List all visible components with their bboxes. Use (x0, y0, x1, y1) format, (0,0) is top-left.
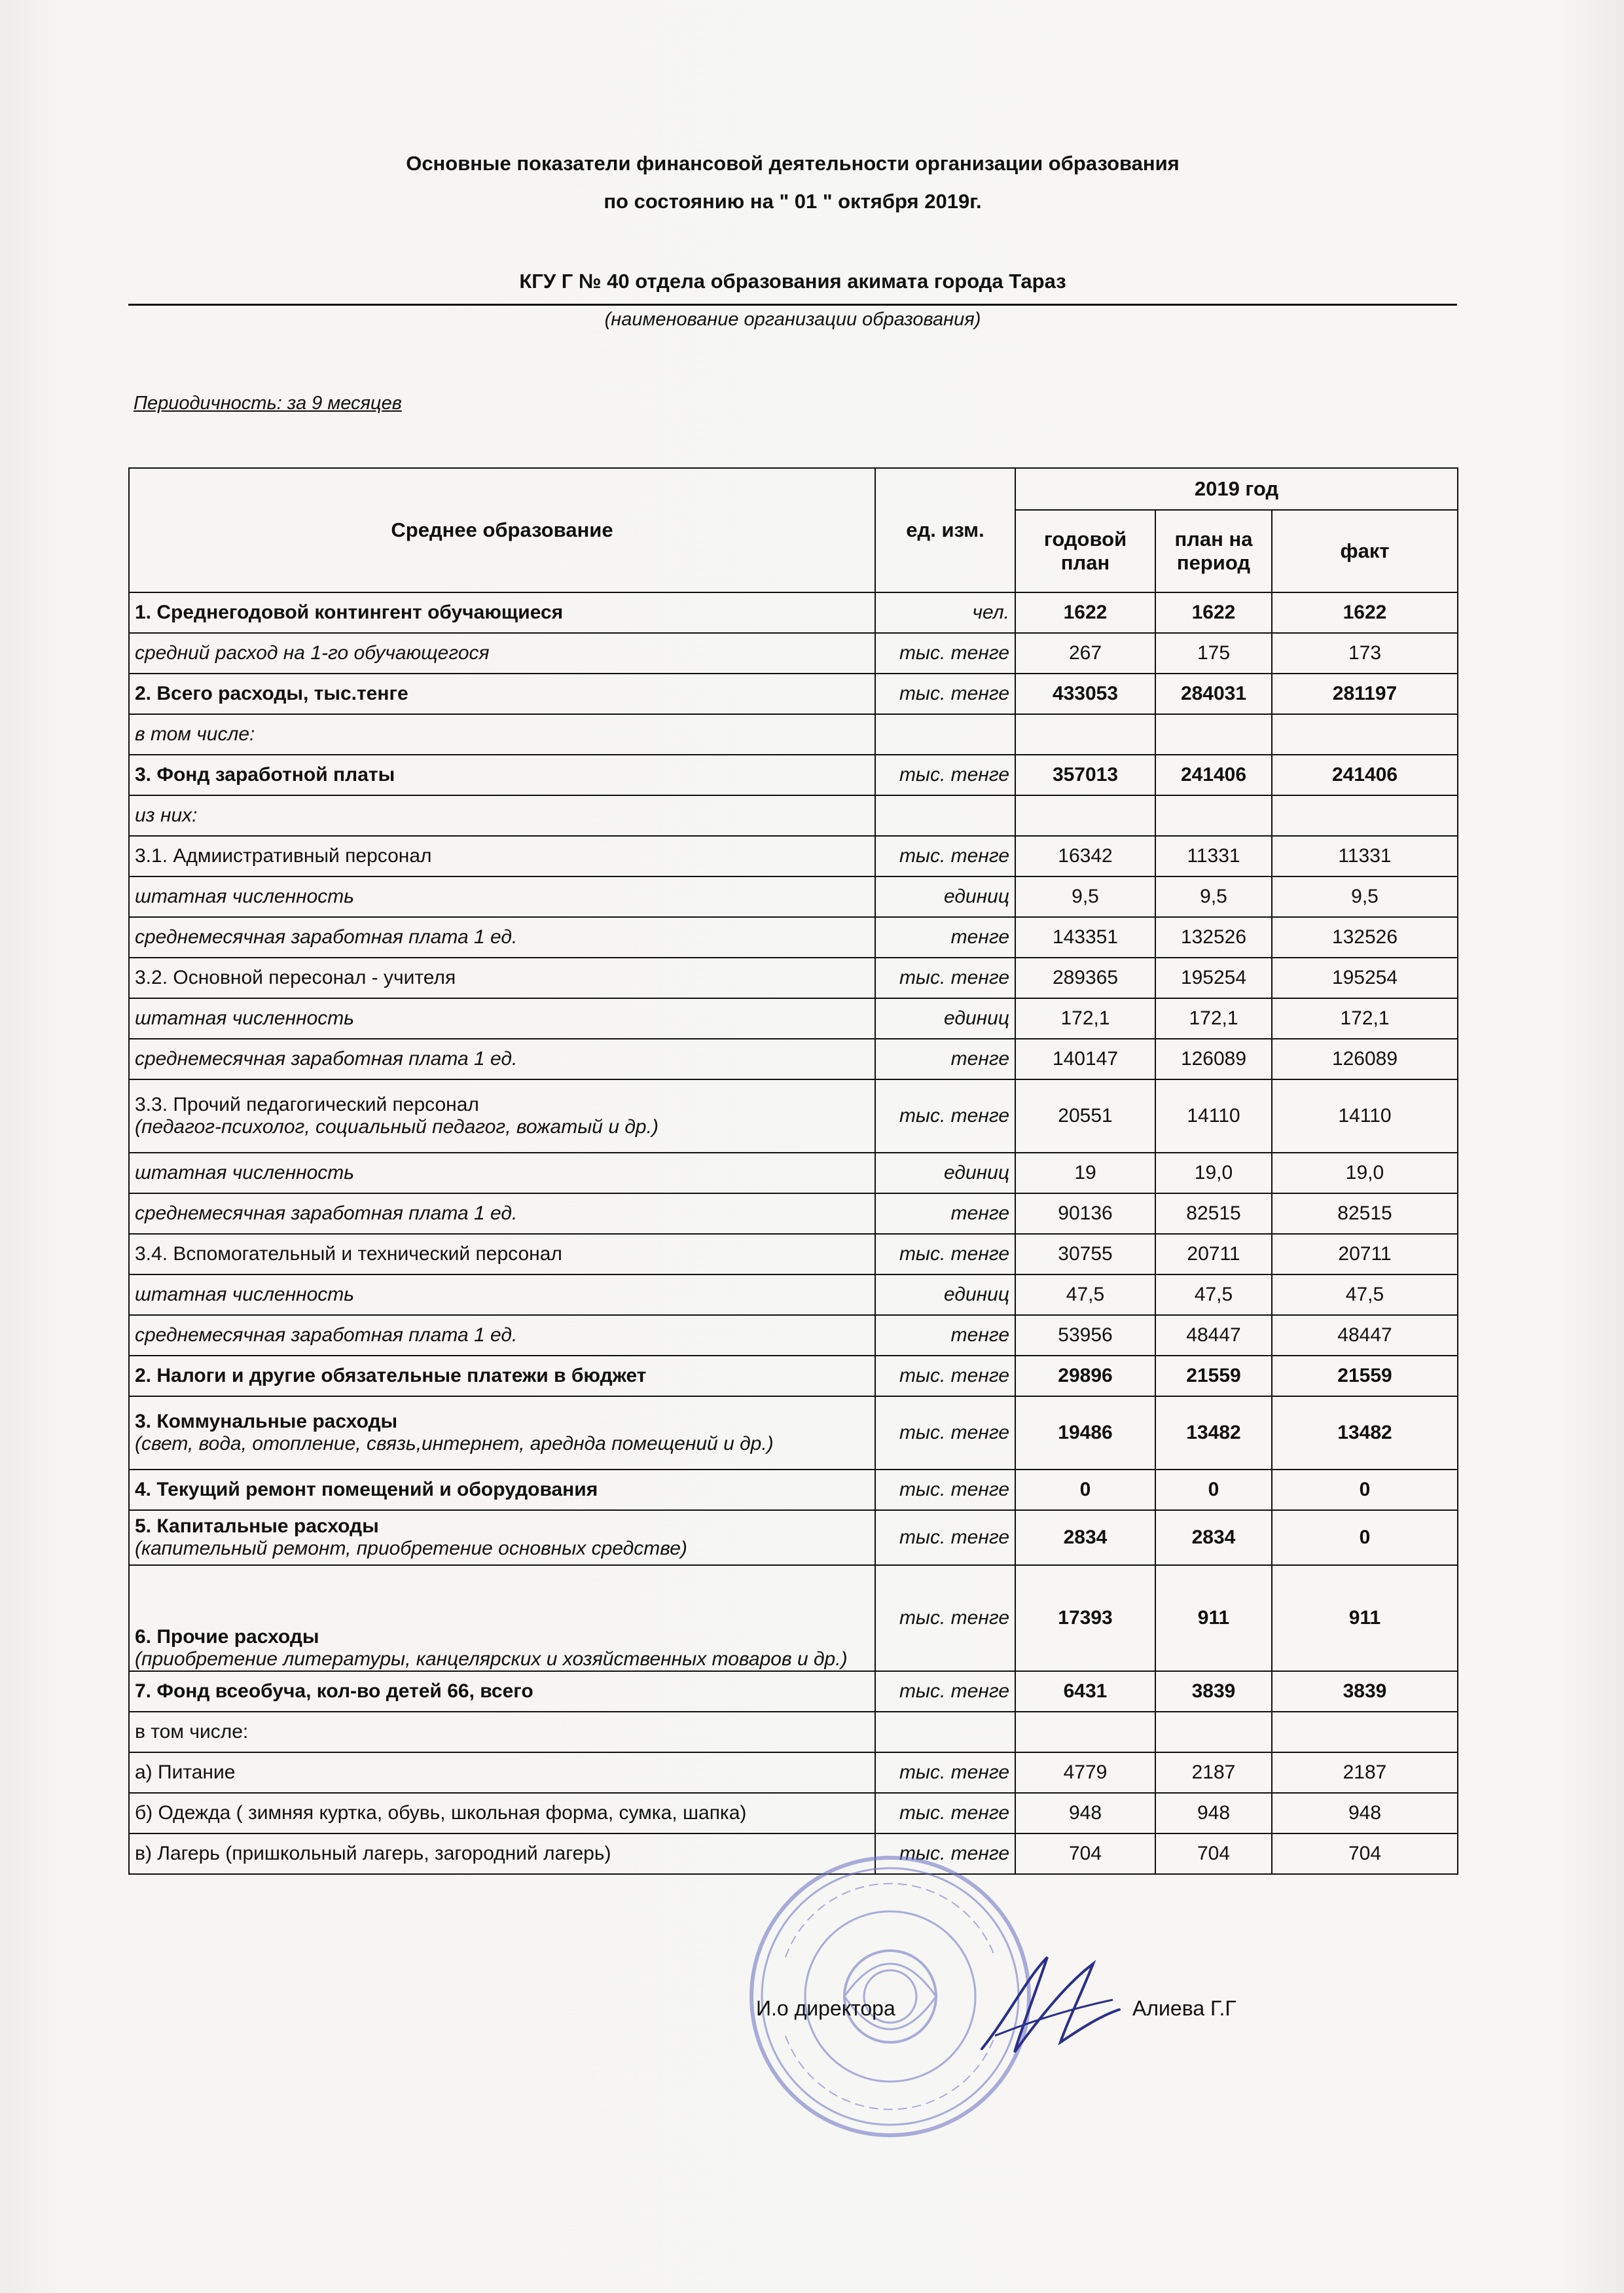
row-annual-plan: 289365 (1015, 958, 1155, 998)
row-period-plan: 21559 (1155, 1356, 1272, 1396)
row-annual-plan: 433053 (1015, 674, 1155, 714)
row-label-text: из них: (135, 804, 198, 826)
table-body (129, 592, 1458, 1874)
row-unit: тенге (875, 917, 1015, 958)
row-annual-plan: 0 (1015, 1470, 1155, 1510)
row-fact: 126089 (1272, 1039, 1458, 1079)
row-label-text: 3. Коммунальные расходы (135, 1411, 398, 1432)
row-label (129, 755, 875, 795)
row-fact: 21559 (1272, 1356, 1458, 1396)
row-period-plan: 19,0 (1155, 1153, 1272, 1193)
row-unit: тенге (875, 1315, 1015, 1356)
row-annual-plan: 4779 (1015, 1752, 1155, 1793)
row-label-text: 3.3. Прочий педагогический персонал (135, 1094, 479, 1115)
row-period-plan: 14110 (1155, 1079, 1272, 1153)
table-row (129, 592, 1458, 633)
row-unit: тыс. тенге (875, 1356, 1015, 1396)
row-annual-plan: 17393 (1015, 1565, 1155, 1671)
table-row (129, 836, 1458, 876)
organization-hint: (наименование организации образования) (604, 309, 981, 330)
row-sublabel: (свет, вода, отопление, связь,интернет, ареднда помещений и др.) (135, 1433, 774, 1454)
organization-underline (128, 304, 1457, 306)
row-fact: 704 (1272, 1833, 1458, 1874)
row-unit: тыс. тенге (875, 1234, 1015, 1274)
row-annual-plan: 6431 (1015, 1671, 1155, 1712)
row-label-text: 3.4. Вспомогательный и технический персонал (135, 1243, 562, 1265)
row-label (129, 958, 875, 998)
row-annual-plan: 53956 (1015, 1315, 1155, 1356)
row-fact: 195254 (1272, 958, 1458, 998)
row-label-text: 3.2. Основной пересонал - учителя (135, 967, 456, 988)
row-unit (875, 1712, 1015, 1752)
row-period-plan: 20711 (1155, 1234, 1272, 1274)
row-fact: 281197 (1272, 674, 1458, 714)
row-annual-plan (1015, 795, 1155, 836)
organization-name: КГУ Г № 40 отдела образования акимата города Тараз (519, 270, 1066, 293)
row-annual-plan: 29896 (1015, 1356, 1155, 1396)
row-unit: тыс. тенге (875, 633, 1015, 674)
row-label-text: штатная численность (135, 1162, 355, 1183)
row-annual-plan: 30755 (1015, 1234, 1155, 1274)
row-annual-plan: 19486 (1015, 1396, 1155, 1470)
header-annual-plan: годовой план (1015, 510, 1155, 592)
row-label-text: 5. Капитальные расходы (135, 1515, 379, 1537)
row-unit: единиц (875, 876, 1015, 917)
row-label (129, 1671, 875, 1712)
row-period-plan: 13482 (1155, 1396, 1272, 1470)
row-annual-plan: 267 (1015, 633, 1155, 674)
row-label (129, 633, 875, 674)
row-label (129, 674, 875, 714)
row-fact: 241406 (1272, 755, 1458, 795)
row-fact: 173 (1272, 633, 1458, 674)
row-period-plan: 175 (1155, 633, 1272, 674)
row-annual-plan: 143351 (1015, 917, 1155, 958)
row-fact: 48447 (1272, 1315, 1458, 1356)
row-fact: 3839 (1272, 1671, 1458, 1712)
row-annual-plan: 20551 (1015, 1079, 1155, 1153)
row-fact: 132526 (1272, 917, 1458, 958)
signer-title: И.о директора (756, 1996, 895, 2020)
table-row (129, 1793, 1458, 1833)
row-annual-plan: 16342 (1015, 836, 1155, 876)
row-period-plan: 9,5 (1155, 876, 1272, 917)
row-fact: 0 (1272, 1510, 1458, 1565)
table-row (129, 1315, 1458, 1356)
row-sublabel: (педагог-психолог, социальный педагог, вожатый и др.) (135, 1116, 659, 1138)
row-fact: 911 (1272, 1565, 1458, 1671)
row-period-plan: 48447 (1155, 1315, 1272, 1356)
row-period-plan: 704 (1155, 1833, 1272, 1874)
row-unit: тыс. тенге (875, 1671, 1015, 1712)
table-row (129, 1039, 1458, 1079)
table-row (129, 755, 1458, 795)
row-fact (1272, 795, 1458, 836)
row-annual-plan: 704 (1015, 1833, 1155, 1874)
table-row (129, 917, 1458, 958)
row-label-text: в том числе: (135, 723, 255, 745)
row-unit: тыс. тенге (875, 755, 1015, 795)
report-date: по состоянию на " 01 " октября 2019г. (604, 190, 982, 213)
row-label-text: 2. Всего расходы, тыс.тенге (135, 683, 408, 704)
row-unit: тыс. тенге (875, 1565, 1015, 1671)
row-fact: 1622 (1272, 592, 1458, 633)
table-row (129, 674, 1458, 714)
table-row (129, 1234, 1458, 1274)
header-period-plan: план на период (1155, 510, 1272, 592)
row-annual-plan: 357013 (1015, 755, 1155, 795)
row-fact: 11331 (1272, 836, 1458, 876)
row-fact: 14110 (1272, 1079, 1458, 1153)
row-label-text: среднемесячная заработная плата 1 ед. (135, 1048, 518, 1070)
table-row (129, 1712, 1458, 1752)
row-annual-plan: 9,5 (1015, 876, 1155, 917)
row-period-plan: 11331 (1155, 836, 1272, 876)
row-sublabel: (приобретение литературы, канцелярских и хозяйственных товаров и др.) (135, 1648, 848, 1670)
row-period-plan (1155, 714, 1272, 755)
row-label-text: среднемесячная заработная плата 1 ед. (135, 926, 518, 948)
row-annual-plan: 2834 (1015, 1510, 1155, 1565)
header-unit: ед. изм. (875, 468, 1015, 592)
row-unit: тыс. тенге (875, 836, 1015, 876)
row-label-text: 6. Прочие расходы (135, 1626, 319, 1648)
row-label (129, 917, 875, 958)
row-unit (875, 795, 1015, 836)
financial-table (128, 467, 1458, 1875)
row-label (129, 1470, 875, 1510)
table-row (129, 1565, 1458, 1671)
table-row (129, 1356, 1458, 1396)
row-label (129, 998, 875, 1039)
row-label-text: штатная численность (135, 886, 355, 907)
row-label (129, 795, 875, 836)
row-unit: тыс. тенге (875, 958, 1015, 998)
row-label-text: 3.1. Адмиистративный персонал (135, 845, 432, 867)
row-label (129, 1712, 875, 1752)
table-row (129, 1470, 1458, 1510)
table-row (129, 1396, 1458, 1470)
row-label-text: 3. Фонд заработной платы (135, 764, 395, 785)
row-label (129, 1315, 875, 1356)
table-row (129, 714, 1458, 755)
row-period-plan: 82515 (1155, 1193, 1272, 1234)
row-label-text: 4. Текущий ремонт помещений и оборудования (135, 1479, 598, 1500)
table-row (129, 958, 1458, 998)
table-row (129, 1510, 1458, 1565)
row-fact: 948 (1272, 1793, 1458, 1833)
row-fact (1272, 714, 1458, 755)
row-unit: тенге (875, 1193, 1015, 1234)
row-unit: единиц (875, 998, 1015, 1039)
row-fact: 20711 (1272, 1234, 1458, 1274)
row-label (129, 1793, 875, 1833)
row-label-text: а) Питание (135, 1761, 236, 1783)
row-unit: тыс. тенге (875, 1793, 1015, 1833)
row-fact: 47,5 (1272, 1274, 1458, 1315)
row-label (129, 1752, 875, 1793)
row-label (129, 1274, 875, 1315)
row-label (129, 1356, 875, 1396)
director-signature (969, 1938, 1126, 2068)
row-period-plan: 195254 (1155, 958, 1272, 998)
row-unit: тыс. тенге (875, 1079, 1015, 1153)
row-fact (1272, 1712, 1458, 1752)
signer-name: Алиева Г.Г (1132, 1996, 1236, 2020)
row-label-text: в том числе: (135, 1721, 249, 1742)
row-label (129, 1396, 875, 1470)
row-label-text: средний расход на 1-го обучающегося (135, 642, 490, 664)
row-label-text: 7. Фонд всеобуча, кол-во детей 66, всего (135, 1680, 533, 1702)
row-annual-plan: 1622 (1015, 592, 1155, 633)
row-period-plan: 132526 (1155, 917, 1272, 958)
table-row (129, 795, 1458, 836)
row-period-plan: 1622 (1155, 592, 1272, 633)
row-period-plan: 2187 (1155, 1752, 1272, 1793)
row-unit: тыс. тенге (875, 1470, 1015, 1510)
row-label-text: среднемесячная заработная плата 1 ед. (135, 1202, 518, 1224)
row-period-plan: 241406 (1155, 755, 1272, 795)
row-period-plan: 284031 (1155, 674, 1272, 714)
row-label (129, 876, 875, 917)
table-row (129, 1079, 1458, 1153)
table-row (129, 1274, 1458, 1315)
row-period-plan: 3839 (1155, 1671, 1272, 1712)
row-period-plan: 911 (1155, 1565, 1272, 1671)
row-fact: 2187 (1272, 1752, 1458, 1793)
row-annual-plan: 172,1 (1015, 998, 1155, 1039)
row-period-plan: 126089 (1155, 1039, 1272, 1079)
row-period-plan: 948 (1155, 1793, 1272, 1833)
row-label (129, 1039, 875, 1079)
row-annual-plan (1015, 714, 1155, 755)
row-unit (875, 714, 1015, 755)
report-title: Основные показатели финансовой деятельности организации образования (406, 152, 1180, 175)
table-row (129, 1153, 1458, 1193)
table-row (129, 1193, 1458, 1234)
table-row (129, 1752, 1458, 1793)
table-row (129, 633, 1458, 674)
periodicity: Периодичность: за 9 месяцев (134, 393, 402, 414)
table-row (129, 998, 1458, 1039)
row-label (129, 714, 875, 755)
row-label-text: штатная численность (135, 1007, 355, 1029)
table-row (129, 876, 1458, 917)
row-fact: 0 (1272, 1470, 1458, 1510)
row-label (129, 836, 875, 876)
row-label (129, 1079, 875, 1153)
row-unit: тыс. тенге (875, 674, 1015, 714)
row-label (129, 1193, 875, 1234)
row-period-plan: 47,5 (1155, 1274, 1272, 1315)
row-period-plan (1155, 1712, 1272, 1752)
row-label-text: штатная численность (135, 1284, 355, 1305)
row-period-plan: 2834 (1155, 1510, 1272, 1565)
row-annual-plan: 90136 (1015, 1193, 1155, 1234)
row-unit: чел. (875, 592, 1015, 633)
row-label-text: в) Лагерь (пришкольный лагерь, загородний лагерь) (135, 1843, 611, 1864)
row-label (129, 1565, 875, 1671)
row-fact: 9,5 (1272, 876, 1458, 917)
row-annual-plan: 140147 (1015, 1039, 1155, 1079)
row-unit: тенге (875, 1039, 1015, 1079)
row-fact: 19,0 (1272, 1153, 1458, 1193)
header-category: Среднее образование (129, 468, 875, 592)
row-label (129, 1153, 875, 1193)
row-unit: тыс. тенге (875, 1510, 1015, 1565)
row-fact: 172,1 (1272, 998, 1458, 1039)
row-unit: тыс. тенге (875, 1833, 1015, 1874)
row-annual-plan: 948 (1015, 1793, 1155, 1833)
row-label (129, 592, 875, 633)
row-label-text: среднемесячная заработная плата 1 ед. (135, 1324, 518, 1346)
row-label-text: б) Одежда ( зимняя куртка, обувь, школьная форма, сумка, шапка) (135, 1802, 747, 1824)
row-unit: единиц (875, 1153, 1015, 1193)
row-label (129, 1510, 875, 1565)
row-sublabel: (капительный ремонт, приобретение основных средстве) (135, 1538, 687, 1559)
row-unit: тыс. тенге (875, 1752, 1015, 1793)
row-period-plan: 0 (1155, 1470, 1272, 1510)
row-period-plan (1155, 795, 1272, 836)
row-fact: 82515 (1272, 1193, 1458, 1234)
row-unit: единиц (875, 1274, 1015, 1315)
row-period-plan: 172,1 (1155, 998, 1272, 1039)
row-fact: 13482 (1272, 1396, 1458, 1470)
row-label-text: 1. Среднегодовой контингент обучающиеся (135, 602, 564, 623)
row-label (129, 1234, 875, 1274)
row-unit: тыс. тенге (875, 1396, 1015, 1470)
row-annual-plan (1015, 1712, 1155, 1752)
row-annual-plan: 19 (1015, 1153, 1155, 1193)
table-row (129, 1671, 1458, 1712)
header-fact: факт (1272, 510, 1458, 592)
header-year: 2019 год (1015, 468, 1458, 510)
row-annual-plan: 47,5 (1015, 1274, 1155, 1315)
row-label-text: 2. Налоги и другие обязательные платежи в бюджет (135, 1365, 647, 1386)
